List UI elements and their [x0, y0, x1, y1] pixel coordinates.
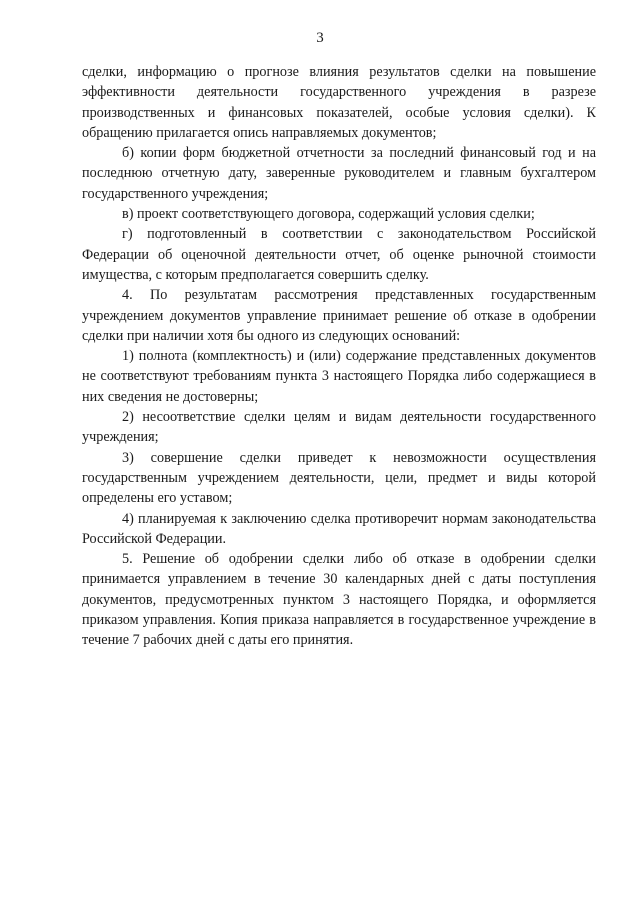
- paragraph-ground-2: 2) несоответствие сделки целям и видам деятельности государственного учреждения;: [82, 409, 596, 446]
- document-body: [82, 62, 596, 651]
- paragraph-item-g: г) подготовленный в соответствии с законодательством Российской Федерации об оценочной деятельности отчет, об оценке рыночной стоимости имущества, с которым предполагается совершить сделку.: [82, 226, 596, 283]
- page-number: 3: [316, 30, 324, 46]
- paragraph-ground-3: 3) совершение сделки приведет к невозможности осуществления государственным учреждением деятельности, цели, предмет и виды которой определены его уставом;: [82, 449, 596, 507]
- paragraph-item-b: б) копии форм бюджетной отчетности за последний финансовый год и на последнюю отчетную дату, заверенные руководителем и главным бухгалтером государственного учреждения;: [82, 145, 596, 202]
- paragraph-clause-5: 5. Решение об одобрении сделки либо об отказе в одобрении сделки принимается управлением в течение 30 календарных дней с даты поступления документов, предусмотренных пунктом 3 настоящего Порядка, и оформляется приказом управления. Копия приказа направляется в государственное учреждение в течение 7 рабочих дней с даты его принятия.: [82, 551, 596, 649]
- paragraph-ground-4: 4) планируемая к заключению сделка противоречит нормам законодательства Российской Федерации.: [82, 510, 596, 547]
- paragraph-ground-1: 1) полнота (комплектность) и (или) содержание представленных документов не соответствуют требованиям пункта 3 настоящего Порядка либо содержащиеся в них сведения не достоверны;: [82, 348, 596, 405]
- paragraph-clause-4: 4. По результатам рассмотрения представленных государственным учреждением документов управление принимает решение об отказе в одобрении сделки при наличии хотя бы одного из следующих оснований:: [82, 287, 596, 344]
- paragraph-item-v: в) проект соответствующего договора, содержащий условия сделки;: [122, 206, 535, 223]
- paragraph-continuation: сделки, информацию о прогнозе влияния результатов сделки на повышение эффективности деятельности государственного учреждения в разрезе производственных и финансовых показателей, особые условия сделки). К обращению прилагается опись направляемых документов;: [82, 64, 596, 141]
